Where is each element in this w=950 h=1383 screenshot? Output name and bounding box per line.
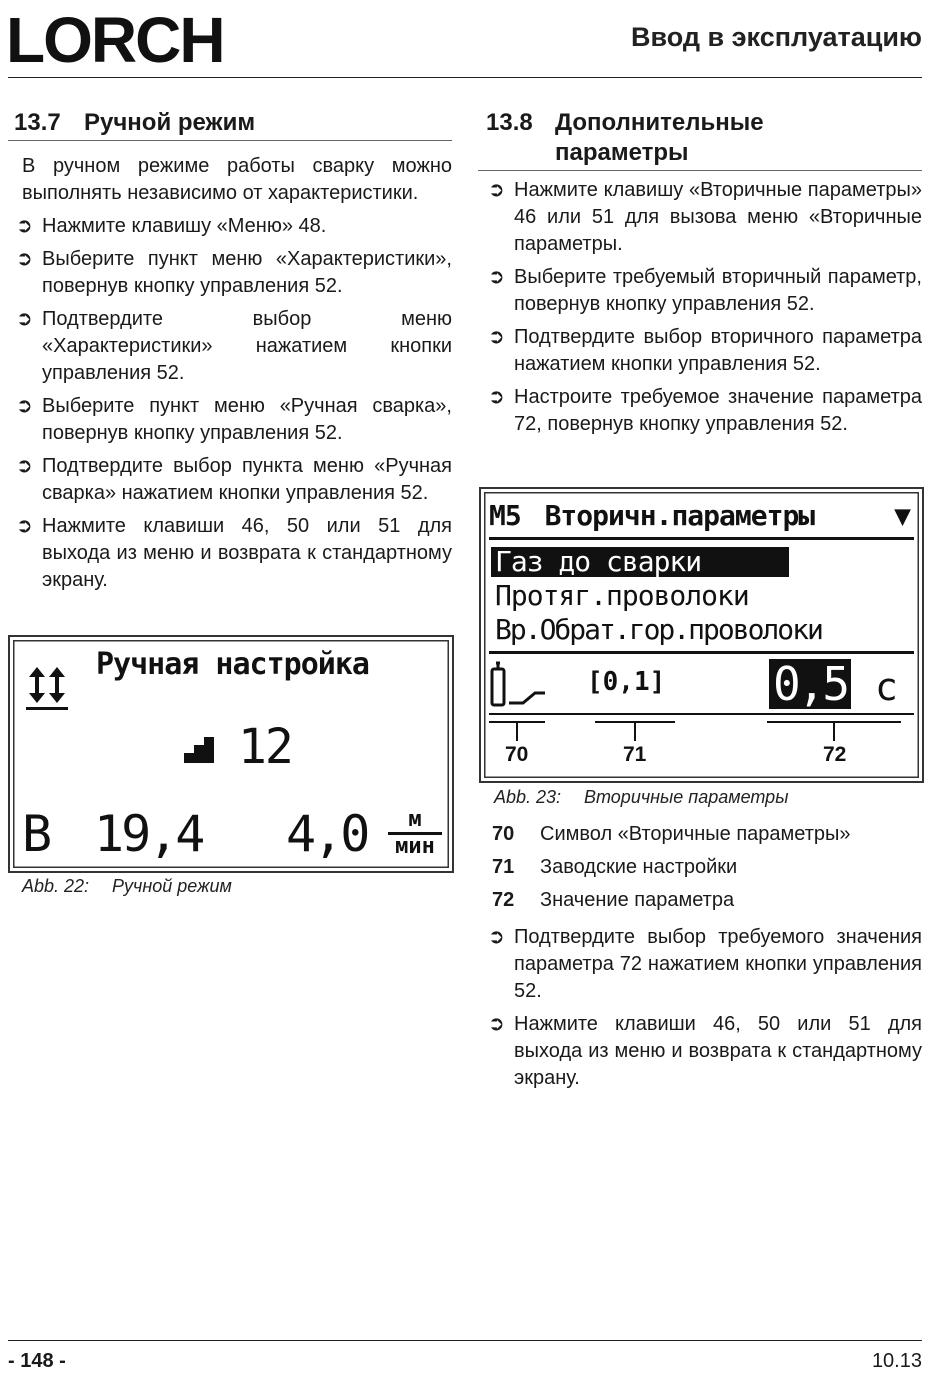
instruction-list	[486, 177, 922, 438]
instruction-list-after	[486, 918, 922, 1092]
instruction-step: ➲ Выберите требуемый вторичный параметр, повернув кнопку управления 52.	[486, 264, 922, 318]
circled-arrow-icon: ➲	[488, 1013, 505, 1035]
secondary-params-symbol-icon	[489, 659, 547, 709]
legend-row: 70 Символ «Вторичные параметры»	[492, 823, 851, 845]
parameter-unit: c	[875, 665, 898, 709]
instruction-step: ➲ Нажмите клавиши 46, 50 или 51 для выхода из меню и возврата к стандартному экрану.	[14, 513, 452, 594]
callout-label-70: 70	[505, 743, 529, 766]
wire-speed-unit: м мин	[388, 809, 442, 858]
legend-row: 71 Заводские настройки	[492, 856, 738, 878]
instruction-step: ➲ Настроите требуемое значение параметра 72, повернув кнопку управления 52.	[486, 384, 922, 438]
page-date: 10.13	[871, 1350, 922, 1372]
menu-item: Вр.Обрат.гор.проволоки	[495, 613, 822, 646]
heading-number: 13.8	[486, 109, 533, 136]
step-level-icon	[184, 733, 216, 763]
circled-arrow-icon: ➲	[16, 395, 33, 417]
instruction-step: ➲ Выберите пункт меню «Характеристики», повернув кнопку управления 52.	[14, 246, 452, 300]
circled-arrow-icon: ➲	[488, 386, 505, 408]
dropdown-arrow-icon: ▼	[894, 499, 910, 532]
step-value: 12	[238, 719, 292, 775]
header-divider	[8, 77, 922, 78]
callout-label-72: 72	[823, 743, 847, 766]
up-down-arrows-icon	[24, 665, 70, 711]
figure-caption-23: Abb. 23: Вторичные параметры	[494, 787, 789, 807]
display-header	[489, 499, 914, 540]
instruction-step: ➲ Нажмите клавиши 46, 50 или 51 для выхода из меню и возврата к стандартному экрану.	[486, 1011, 922, 1092]
section-header: Ввод в эксплуатацию	[631, 22, 922, 52]
instruction-step: ➲ Нажмите клавишу «Вторичные параметры» 46 или 51 для вызова меню «Вторичные параметры.	[486, 177, 922, 258]
instruction-step: ➲ Подтвердите выбор меню «Характеристики» нажатием кнопки управления 52.	[14, 306, 452, 387]
heading-number: 13.7	[14, 109, 61, 136]
circled-arrow-icon: ➲	[488, 266, 505, 288]
secondary-params-display	[479, 487, 924, 783]
callout-71	[595, 721, 675, 743]
instruction-list	[14, 213, 452, 594]
menu-item: Протяг.проволоки	[495, 579, 749, 612]
legend-row: 72 Значение параметра	[492, 889, 735, 911]
circled-arrow-icon: ➲	[16, 248, 33, 270]
callout-72	[767, 721, 901, 743]
circled-arrow-icon: ➲	[16, 455, 33, 477]
manual-mode-display	[8, 635, 454, 873]
heading-rule	[8, 140, 452, 141]
instruction-step: ➲ Нажмите клавишу «Меню» 48.	[14, 213, 452, 240]
circled-arrow-icon: ➲	[488, 326, 505, 348]
circled-arrow-icon: ➲	[488, 926, 505, 948]
instruction-step: ➲ Подтвердите выбор вторичного параметра нажатием кнопки управления 52.	[486, 324, 922, 378]
section-heading	[486, 108, 922, 168]
circled-arrow-icon: ➲	[16, 515, 33, 537]
voltage-value: 19,4	[94, 805, 203, 863]
heading-rule	[478, 170, 922, 171]
section-additional-params	[486, 108, 922, 438]
wire-speed-value: 4,0	[286, 805, 368, 863]
instruction-step: ➲ Подтвердите выбор пункта меню «Ручная сварка» нажатием кнопки управления 52.	[14, 453, 452, 507]
voltage-unit: В	[22, 805, 53, 863]
circled-arrow-icon: ➲	[16, 308, 33, 330]
display-bottom-line	[489, 713, 914, 715]
menu-item-selected: Газ до сварки	[491, 547, 789, 577]
page-number: - 148 -	[8, 1350, 66, 1372]
factory-setting-value: [0,1]	[587, 667, 666, 697]
intro-paragraph: В ручном режиме работы сварку можно выполнять независимо от характеристики.	[22, 155, 452, 204]
display-title: Ручная настройка	[96, 647, 369, 682]
brand-logo: LORCH	[6, 4, 224, 76]
instruction-step: ➲ Подтвердите выбор требуемого значения параметра 72 нажатием кнопки управления 52.	[486, 924, 922, 1005]
callout-label-71: 71	[623, 743, 647, 766]
display-divider	[489, 651, 914, 654]
section-heading	[14, 108, 452, 138]
parameter-value: 0,5	[769, 659, 851, 709]
display-title: Вторичн.параметры	[544, 499, 815, 532]
heading-title: Дополнительные параметры	[555, 109, 764, 166]
callout-70	[489, 721, 545, 743]
heading-title: Ручной режим	[84, 109, 256, 136]
circled-arrow-icon: ➲	[16, 215, 33, 237]
menu-id: M5	[489, 499, 521, 532]
figure-caption-22: Abb. 22: Ручной режим	[22, 876, 232, 896]
footer-divider	[8, 1340, 922, 1341]
section-manual-mode	[14, 108, 452, 594]
circled-arrow-icon: ➲	[488, 179, 505, 201]
instruction-step: ➲ Выберите пункт меню «Ручная сварка», повернув кнопку управления 52.	[14, 393, 452, 447]
figure-legend	[492, 818, 922, 917]
